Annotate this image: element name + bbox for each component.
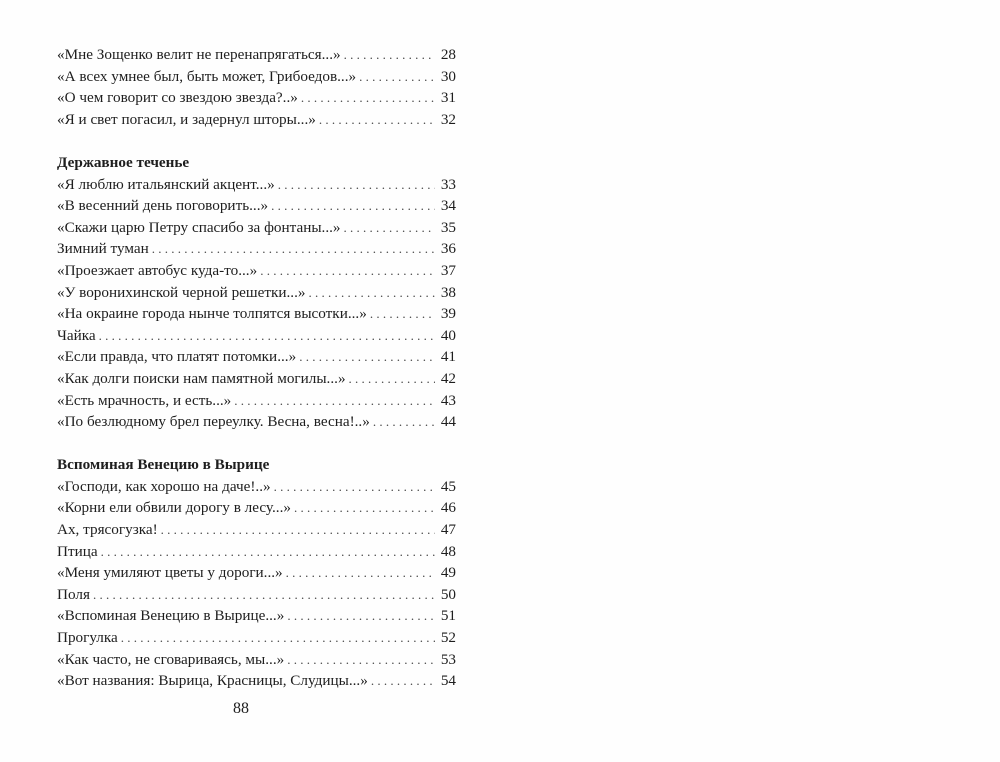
toc-entry (57, 109, 456, 131)
dot-leader (287, 649, 435, 671)
dot-leader (370, 303, 435, 325)
entry-title: «В весенний день поговорить...» (57, 197, 269, 215)
entry-title: «У воронихинской черной решетки...» (57, 283, 306, 301)
entry-title: «Есть мрачность, и есть...» (57, 391, 232, 409)
entry-title: «Как долги поиски нам памятной могилы...» (57, 369, 346, 387)
dot-leader (287, 605, 435, 627)
toc-entry (57, 303, 456, 325)
entry-title: «По безлюдному брел переулку. Весна, весна!..» (57, 413, 370, 431)
dot-leader (299, 346, 435, 368)
dot-leader (152, 238, 435, 260)
entry-page-number: 46 (440, 499, 456, 517)
dot-leader (121, 627, 435, 649)
toc-entry (57, 390, 456, 412)
toc-entry (57, 670, 456, 692)
entry-title: «Меня умиляют цветы у дороги...» (57, 564, 283, 582)
toc-entry (57, 368, 456, 390)
entry-page-number: 48 (440, 542, 456, 560)
entry-title: «Вспоминая Венецию в Вырице...» (57, 607, 285, 625)
entry-page-number: 47 (440, 521, 456, 539)
toc-entry (57, 325, 456, 347)
dot-leader (308, 282, 435, 304)
right-page (500, 0, 1000, 762)
entry-page-number: 54 (440, 672, 456, 690)
entry-page-number: 31 (440, 89, 456, 107)
entry-page-number: 53 (440, 650, 456, 668)
dot-leader (359, 66, 435, 88)
entry-page-number: 39 (440, 305, 456, 323)
dot-leader (278, 174, 435, 196)
entry-title: Зимний туман (57, 240, 149, 258)
entry-page-number: 42 (440, 369, 456, 387)
entry-page-number: 44 (440, 413, 456, 431)
toc-entry (57, 44, 456, 66)
entry-page-number: 28 (440, 46, 456, 63)
entry-page-number: 45 (440, 477, 456, 495)
toc-entry (57, 282, 456, 304)
entry-title: «О чем говорит со звездою звезда?..» (57, 89, 298, 107)
toc-entry (57, 411, 456, 433)
toc-entry (57, 260, 456, 282)
entry-title: «Мне Зощенко велит не перенапрягаться...» (57, 46, 341, 63)
entry-page-number: 30 (440, 67, 456, 85)
dot-leader (93, 584, 435, 606)
toc-entry (57, 541, 456, 563)
toc-entry (57, 87, 456, 109)
entry-title: «Корни ели обвили дорогу в лесу...» (57, 499, 291, 517)
entry-page-number: 43 (440, 391, 456, 409)
entry-title: Чайка (57, 326, 96, 344)
toc-entry (57, 605, 456, 627)
entry-title: Ах, трясогузка! (57, 521, 158, 539)
dot-leader (286, 562, 435, 584)
dot-leader (161, 519, 435, 541)
entry-page-number: 32 (440, 110, 456, 128)
section-title: Державное теченье (57, 153, 190, 171)
entry-title: «Проезжает автобус куда-то...» (57, 261, 258, 279)
dot-leader (371, 670, 435, 692)
dot-leader (344, 44, 435, 66)
entry-page-number: 49 (440, 564, 456, 582)
toc-entry (57, 476, 456, 498)
entry-page-number: 38 (440, 283, 456, 301)
entry-page-number: 36 (440, 240, 456, 258)
entry-page-number: 33 (440, 175, 456, 193)
toc-entry (57, 66, 456, 88)
dot-leader (271, 195, 435, 217)
entry-page-number: 50 (440, 585, 456, 603)
dot-leader (301, 87, 435, 109)
entry-title: Поля (57, 585, 90, 603)
toc-entry (57, 562, 456, 584)
toc-entry (57, 238, 456, 260)
entry-title: «Господи, как хорошо на даче!..» (57, 477, 271, 495)
dot-leader (319, 109, 435, 131)
entry-title: Прогулка (57, 629, 118, 647)
toc-entry (57, 519, 456, 541)
toc-entry (57, 217, 456, 239)
toc-entry (57, 497, 456, 519)
page-number-left: 88 (233, 700, 249, 717)
toc-entry (57, 649, 456, 671)
entry-page-number: 34 (440, 197, 456, 215)
toc-left (57, 44, 456, 692)
entry-title: «Если правда, что платят потомки...» (57, 348, 297, 366)
dot-leader (349, 368, 435, 390)
toc-entry (57, 195, 456, 217)
entry-title: «Я и свет погасил, и задернул шторы...» (57, 110, 316, 128)
entry-page-number: 41 (440, 348, 456, 366)
toc-entry (57, 584, 456, 606)
entry-page-number: 51 (440, 607, 456, 625)
dot-leader (344, 217, 435, 239)
entry-title: «Я люблю итальянский акцент...» (57, 175, 275, 193)
dot-leader (234, 390, 435, 412)
toc-entry (57, 174, 456, 196)
section-title: Вспоминая Венецию в Вырице (57, 456, 270, 474)
entry-title: Птица (57, 542, 98, 560)
entry-title: «Как часто, не сговариваясь, мы...» (57, 650, 285, 668)
entry-title: «Скажи царю Петру спасибо за фонтаны...» (57, 218, 341, 236)
dot-leader (99, 325, 435, 347)
entry-page-number: 35 (440, 218, 456, 236)
dot-leader (373, 411, 435, 433)
entry-title: «Вот названия: Вырица, Красницы, Слудицы...» (57, 672, 368, 690)
dot-leader (294, 497, 435, 519)
toc-entry (57, 346, 456, 368)
dot-leader (274, 476, 435, 498)
entry-title: «А всех умнее был, быть может, Грибоедов...» (57, 67, 357, 85)
entry-page-number: 40 (440, 326, 456, 344)
entry-page-number: 52 (440, 629, 456, 647)
toc-entry (57, 627, 456, 649)
entry-page-number: 37 (440, 261, 456, 279)
entry-title: «На окраине города нынче толпятся высотки...» (57, 305, 367, 323)
dot-leader (260, 260, 435, 282)
dot-leader (101, 541, 435, 563)
